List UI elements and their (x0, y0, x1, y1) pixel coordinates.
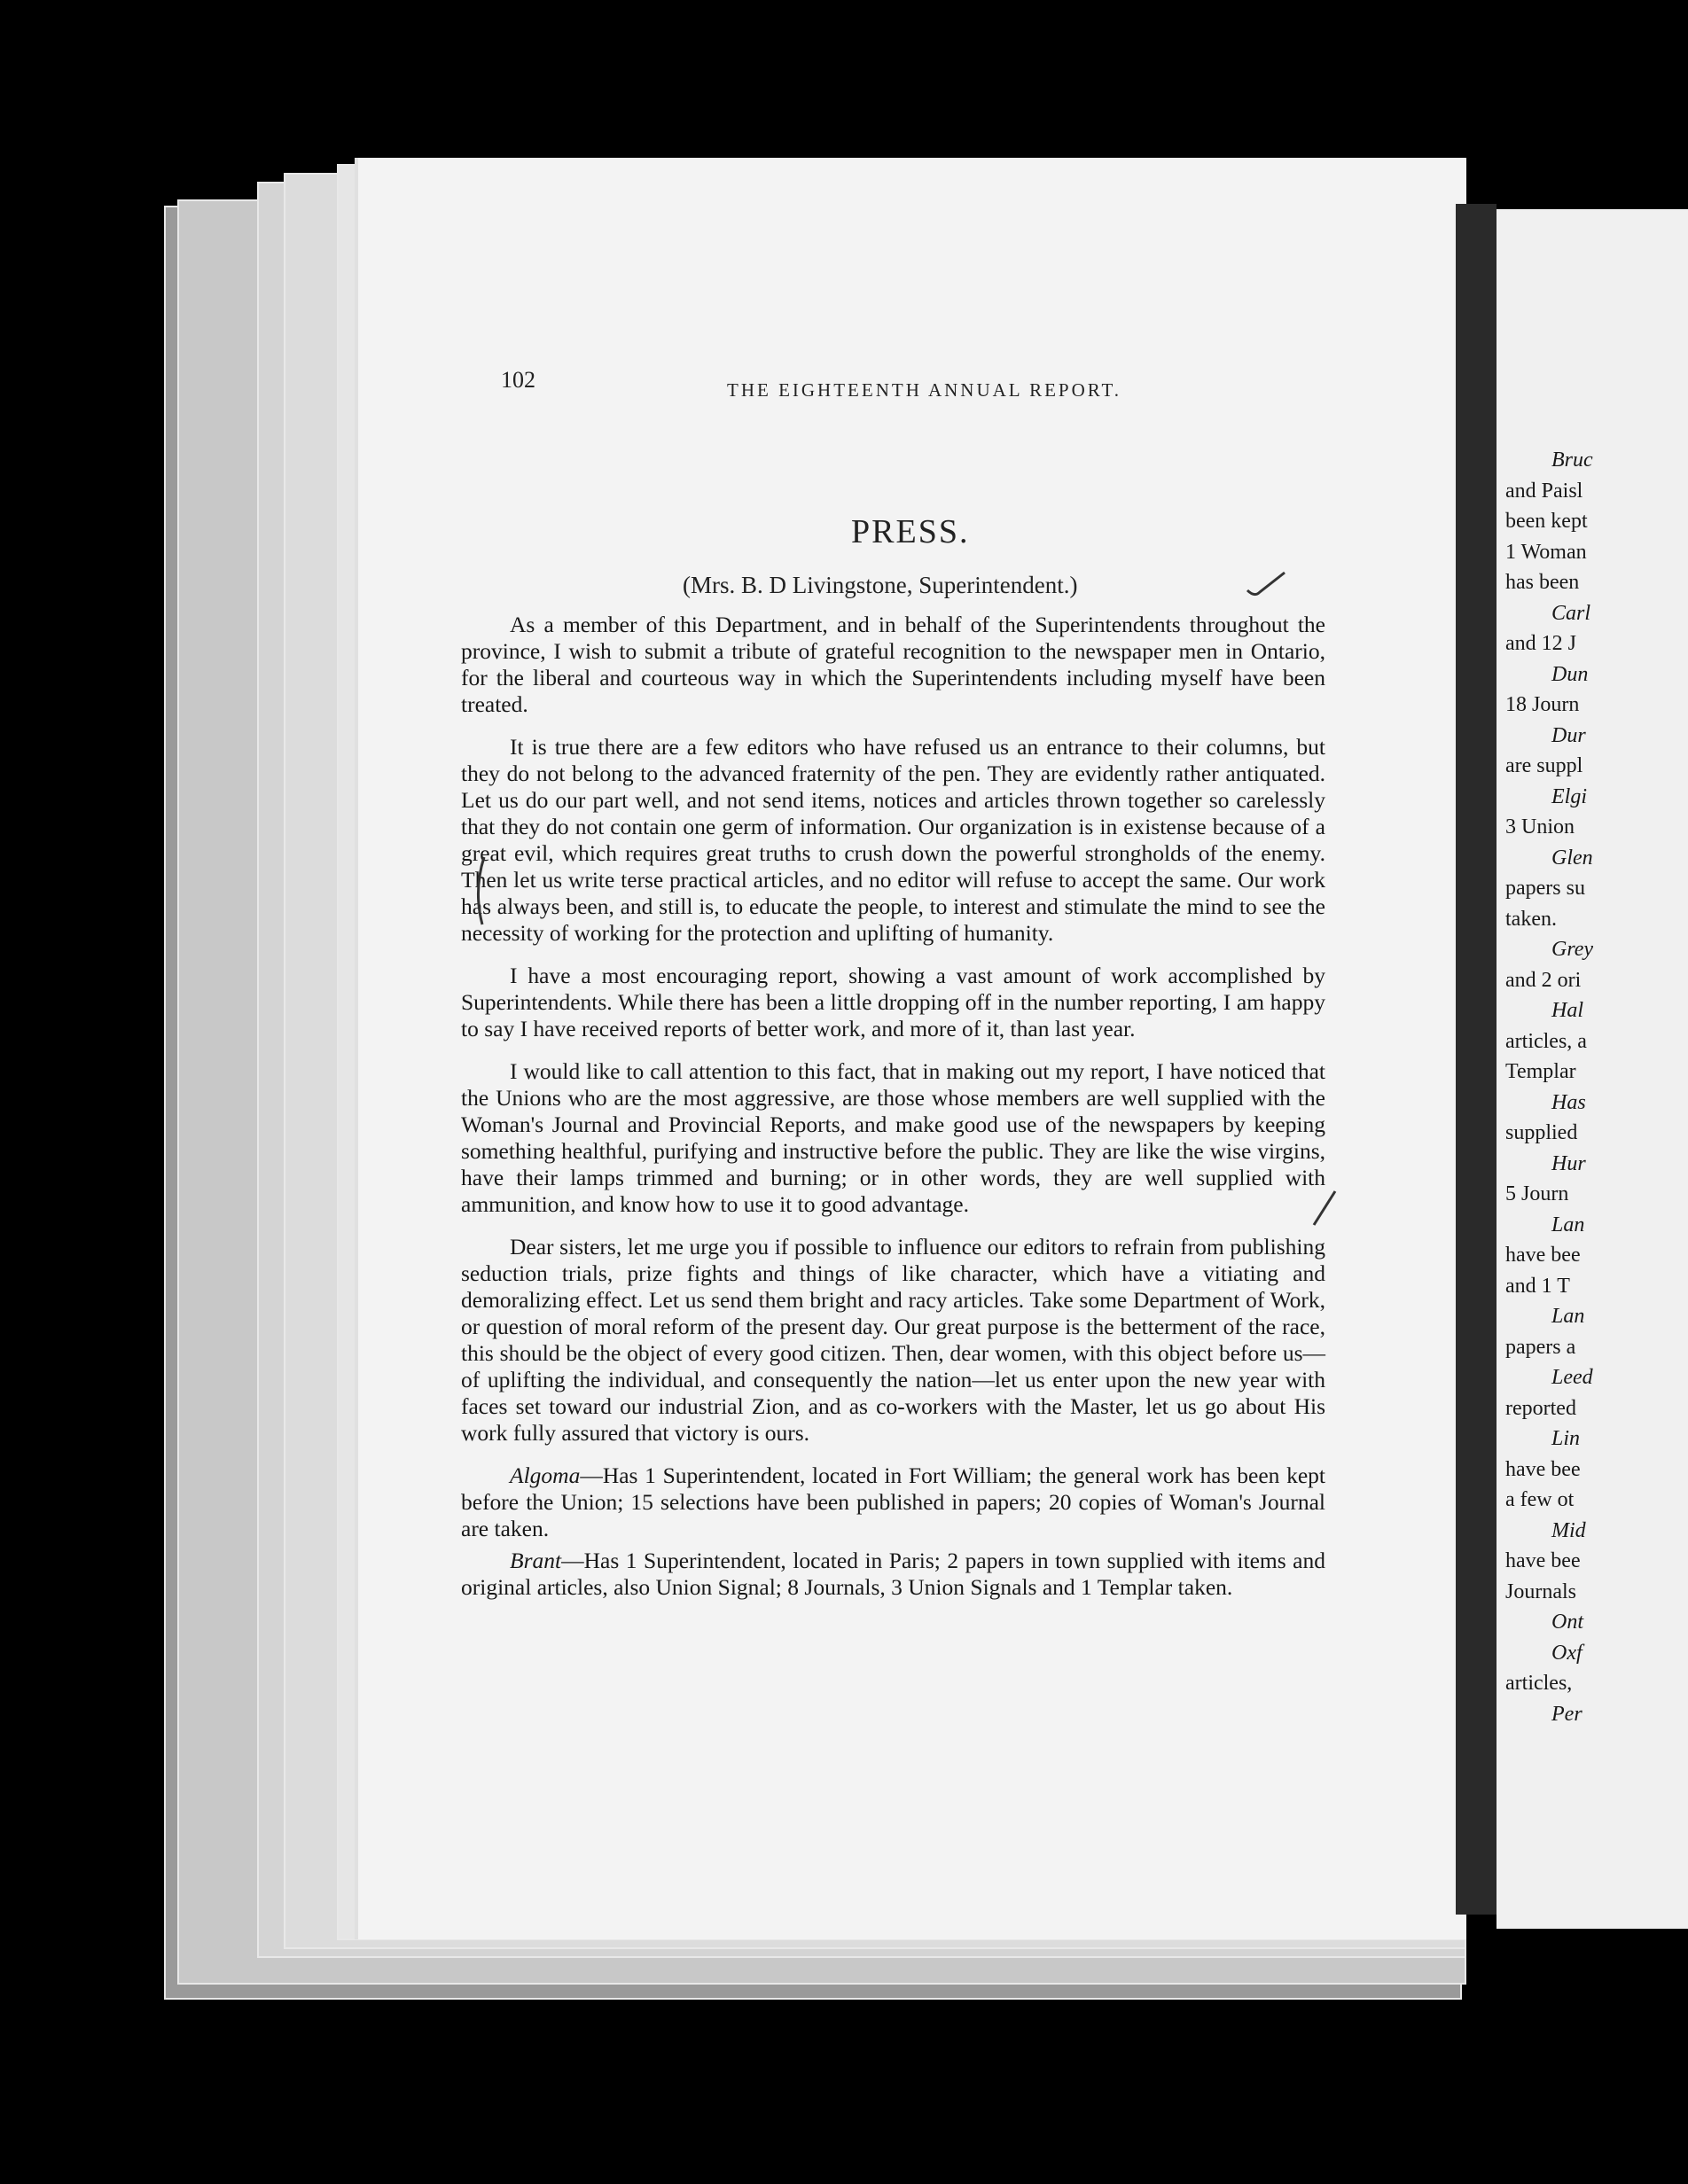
right-page-line: Carl (1551, 601, 1591, 625)
right-page-line: 18 Journ (1505, 693, 1580, 716)
right-page-line: Hur (1551, 1151, 1586, 1175)
paragraph: I would like to call attention to this fact, that in making out my report, I have noticed that the Unions who are the most aggressive, are those whose members are well supplied with the Woman's Journal and Provincial Reports, and make good use of the newspapers by keeping something healthful, purifying and instructive before the public. They are like the wise virgins, have their lamps trimmed and burning; or in other words, they are well supplied with ammunition, and know how to use it to good advantage. (461, 1058, 1325, 1217)
pencil-checkmark-icon (1246, 567, 1290, 603)
right-page-line: reported (1505, 1396, 1576, 1420)
paragraph: Dear sisters, let me urge you if possible to influence our editors to refrain from publishing seduction trials, prize fights and things of like character, which have a vitiating and demoralizing effect. Let us send them bright and racy articles. Take some Department of Work, or question of moral reform of the present day. Our great purpose is the betterment of the race, this should be the object of every good citizen. Then, dear women, with this object before us—of uplifting the individual, and consequently the nation—let us enter upon the new year with faces set toward our industrial Zion, and as co-workers with the Master, let us go about His work fully assured that victory is ours. (461, 1234, 1325, 1446)
right-page-line: Oxf (1551, 1641, 1582, 1665)
paragraph: As a member of this Department, and in behalf of the Superintendents throughout the province, I wish to submit a tribute of grateful recognition to the newspaper men in Ontario, for the liberal and courteous way in which the Superintendents including myself have been treated. (461, 612, 1325, 717)
right-page-line: Leed (1551, 1366, 1593, 1389)
right-page-line: supplied (1505, 1121, 1578, 1144)
right-page-line: and 12 J (1505, 632, 1576, 655)
page-number: 102 (501, 367, 535, 393)
right-page-line: Journals (1505, 1580, 1576, 1603)
paragraph: It is true there are a few editors who have refused us an entrance to their columns, but they do not belong to the advanced fraternity of the pen. They are evidently rather antiquated. Let us do our part well, and not send items, notices and articles thrown together so carelessly that they do not contain one germ of information. Our organization is in existense because of a great evil, which requires great truths to crush down the powerful strongholds of the enemy. Then let us write terse practical articles, and no editor will refuse to accept the same. Our work has always been, and still is, to educate the people, to interest and stimulate the mind to see the necessity of working for the protection and uplifting of humanity. (461, 734, 1325, 946)
right-page-line: Lan (1551, 1305, 1585, 1328)
right-page-line: Lan (1551, 1213, 1585, 1236)
right-page-line: Elgi (1551, 784, 1587, 808)
right-page-line: has been (1505, 571, 1580, 594)
right-page-line: Glen (1551, 846, 1593, 870)
right-page-line: Lin (1551, 1427, 1581, 1450)
running-head: THE EIGHTEENTH ANNUAL REPORT. (727, 379, 1122, 401)
right-page-line: and Paisl (1505, 479, 1583, 503)
byline: (Mrs. B. D Livingstone, Superintendent.) (683, 572, 1078, 598)
right-page-line: papers su (1505, 877, 1585, 900)
section-title: PRESS. (851, 513, 970, 550)
book-gutter (1456, 204, 1497, 1915)
right-page-line: 1 Woman (1505, 540, 1587, 564)
county-name: Brant (510, 1548, 562, 1573)
pencil-checkmark-icon (1312, 1188, 1339, 1232)
county-text: —Has 1 Superintendent, located in Paris; 2 papers in town supplied with items and original articles, also Union Signal; 8 Journals, 3 Union Signals and 1 Templar taken. (461, 1548, 1325, 1600)
paragraph: I have a most encouraging report, showing a vast amount of work accomplished by Superintendents. While there has been a little dropping off in the number reporting, I am happy to say I have received reports of better work, and more of it, than last year. (461, 963, 1325, 1041)
right-page-line: have bee (1505, 1549, 1581, 1572)
county-name: Algoma (510, 1462, 581, 1488)
pencil-bracket-icon (472, 855, 489, 926)
right-page-line: and 2 ori (1505, 968, 1582, 992)
right-page-line: have bee (1505, 1244, 1581, 1267)
right-page-line: 5 Journ (1505, 1182, 1569, 1205)
right-page-line: been kept (1505, 510, 1588, 533)
right-page-line: articles, (1505, 1672, 1573, 1695)
right-page-line: a few ot (1505, 1488, 1575, 1511)
right-page-line: taken. (1505, 907, 1557, 931)
right-page-line: Grey (1551, 938, 1594, 961)
right-page-line: Bruc (1551, 448, 1593, 472)
right-page-line: are suppl (1505, 754, 1583, 777)
right-page-text (1505, 445, 1688, 1729)
article-body (461, 612, 1325, 1606)
county-entry (461, 1548, 1325, 1601)
right-page-line: and 1 T (1505, 1274, 1570, 1298)
right-page-line: Templar (1505, 1060, 1576, 1083)
right-page-line: Dun (1551, 662, 1589, 686)
right-page-line: Has (1551, 1090, 1586, 1114)
right-page-line: papers a (1505, 1335, 1576, 1359)
right-page-line: articles, a (1505, 1029, 1587, 1053)
right-page-line: Ont (1551, 1611, 1583, 1634)
right-page-line: Mid (1551, 1518, 1586, 1542)
right-page-line: 3 Union (1505, 815, 1575, 838)
county-text: —Has 1 Superintendent, located in Fort William; the general work has been kept before the Union; 15 selections have been published in papers; 20 copies of Woman's Journal are taken. (461, 1462, 1325, 1541)
county-entry (461, 1462, 1325, 1542)
right-page-line: Per (1551, 1702, 1582, 1726)
right-page-line: have bee (1505, 1457, 1581, 1481)
right-page (1497, 209, 1688, 1929)
right-page-line: Dur (1551, 723, 1586, 747)
right-page-line: Hal (1551, 999, 1583, 1022)
